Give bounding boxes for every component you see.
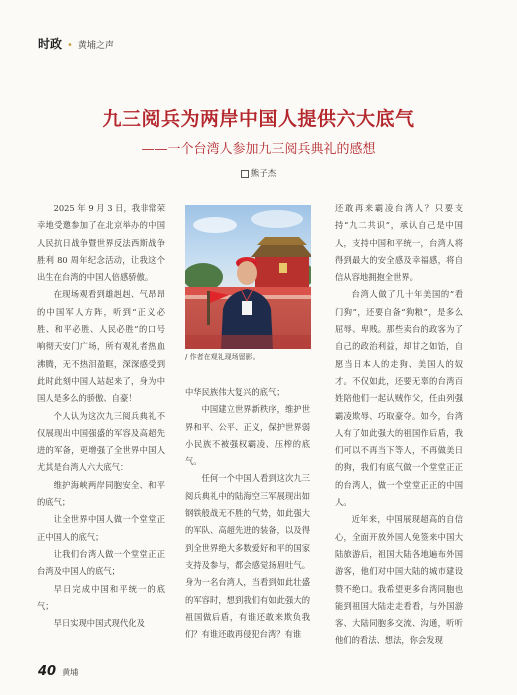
author-line (0, 167, 517, 179)
paragraph: 维护海峡两岸同胞安全、和平的底气； (37, 479, 165, 508)
page-footer (38, 660, 78, 679)
paragraph: 个人认为这次九三阅兵典礼不仅展现出中国强盛的军容及高超先进的军备，更增强了全世界中国人尤其是台湾人六大底气： (37, 410, 165, 473)
subsection-name: 黄埔之声 (77, 41, 114, 51)
paragraph: 中华民族伟大复兴的底气； (185, 387, 285, 397)
paragraph: 让我们台湾人做一个堂堂正正台湾及中国人的底气； (37, 548, 165, 577)
paragraph: 早日实现中国式现代化及 (53, 618, 145, 629)
article-subtitle: ——一个台湾人参加九三阅兵典礼的感想 (141, 142, 376, 157)
photo-illustration (185, 205, 311, 349)
paragraph: 近年来，中国展现超高的自信心，全面开放外国人免签来中国大陆旅游后，祖国大陆各地遍布外国游客，他们对中国大陆的城市建设赞不绝口。我希望更多台湾同胞也能到祖国大陆走走看看，与外国游客、大陆同胞多交流、沟通，听听他们的看法、想法，你会发现 (335, 514, 463, 646)
author-name: 熊子杰 (250, 169, 277, 179)
page-number: 40 (38, 664, 57, 679)
section-header (38, 33, 114, 52)
author-box-icon (241, 170, 249, 178)
paragraph: 早日完成中国和平统一的底气； (37, 583, 165, 611)
section-name: 时政 (38, 37, 63, 51)
author-photo (185, 205, 311, 349)
paragraph: 2025 年 9 月 3 日，我非常荣幸地受邀参加了在北京举办的中国人民抗日战争暨世界反法西斯战争胜利 80 周年纪念活动，让我这个出生在台湾的中国人倍感骄傲。 (37, 203, 165, 283)
text-column-2 (185, 384, 310, 643)
text-column-3 (335, 200, 463, 650)
separator-dot: • (67, 40, 73, 51)
text-column-1 (37, 200, 165, 632)
paragraph: 任何一个中国人看到这次九三阅兵典礼中的陆海空三军展现出如钢铁般战无不胜的气势，如此强大的军队、高超先进的装备，以及得到全世界绝大多数爱好和平的国家支持及参与，都会感觉扬眉吐气。身为一名台湾人，当看到如此壮盛的军容时，想到我们有如此强大的祖国做后盾，有谁还敢来欺负我们？有谁还敢再侵犯台湾？有谁 (185, 473, 310, 640)
magazine-name: 黄埔 (62, 668, 79, 677)
paragraph: 中国建立世界新秩序，维护世界和平、公平、正义，保护世界弱小民族不被强权霸凌、压榨的底气。 (185, 404, 310, 467)
paragraph: 让全世界中国人做一个堂堂正正中国人的底气； (37, 514, 165, 542)
paragraph: 台湾人做了几十年美国的“看门狗”，还要自备“狗粮”，是多么屈辱、卑贱。那些卖台的政客为了自己的政治利益，却甘之如饴，自愿当日本人的走狗、美国人的奴才。不仅如此，还要无辜的台湾百姓陪他们一起认贼作父，任由列强霸凌欺辱、巧取豪夺。如今，台湾人有了如此强大的祖国作后盾，我们可以不再当下等人，不再做美日的狗，我们有底气做一个堂堂正正的台湾人，做一个堂堂正正的中国人。 (335, 289, 463, 508)
paragraph: 在现场观看到雄赳赳、气昂昂的中国军人方阵，听到“正义必胜、和平必胜、人民必胜”的口号响彻天安门广场，所有观礼者热血沸腾，无不热泪盈眶，深深感受到此时此刻中国人站起来了，身为中国人是多么的骄傲、自豪！ (37, 289, 165, 404)
photo-caption: / 作者在观礼现场留影。 (185, 353, 260, 361)
article-title: 九三阅兵为两岸中国人提供六大底气 (102, 108, 415, 130)
paragraph: 还敢再来霸凌台湾人？只要支持“九二共识”，承认自己是中国人，支持中国和平统一，台湾人将得到最大的安全感及幸福感，将自信从容地拥抱全世界。 (335, 203, 463, 283)
